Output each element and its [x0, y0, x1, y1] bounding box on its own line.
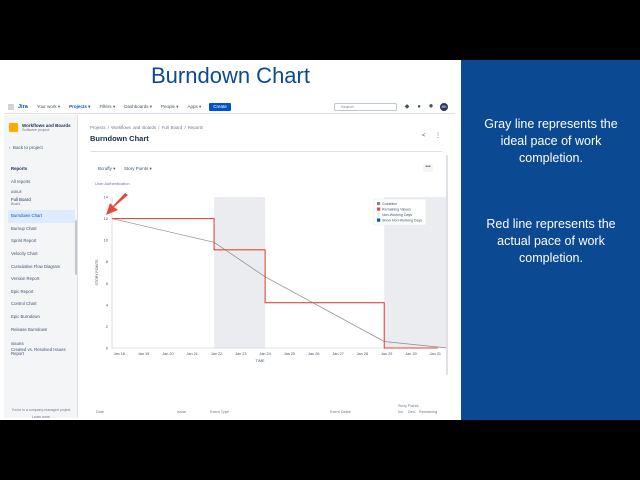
col-story-points: Story Points: [398, 404, 419, 408]
jira-screenshot: [4, 100, 455, 418]
sidebar-item-burnup[interactable]: Burnup Chart: [11, 225, 37, 231]
x-tick-label: Jan 23: [235, 352, 247, 356]
sidebar: [4, 115, 78, 418]
sidebar-item-epic-burndown[interactable]: Epic Burndown: [11, 313, 40, 319]
main-content: [90, 115, 450, 418]
sidebar-item-created-resolved[interactable]: Created vs. Resolved Issues Report: [11, 347, 66, 357]
sidebar-item-cfd[interactable]: Cumulative Flow Diagram: [11, 263, 61, 269]
divider: [90, 151, 442, 152]
col-date: Date: [96, 410, 105, 414]
sidebar-item-version-report[interactable]: Version Report: [11, 276, 40, 282]
sidebar-item-burndown[interactable]: Burndown Chart: [8, 210, 75, 223]
x-tick-label: Jan 25: [283, 352, 296, 356]
y-tick-label: 10: [103, 237, 108, 243]
board-name: Full Board: [11, 197, 31, 203]
estimation-filter-dropdown[interactable]: Story Points ▾: [124, 166, 152, 171]
sprint-filter-dropdown[interactable]: Bcruffy ▾: [98, 166, 116, 171]
x-tick-label: Jan 27: [332, 352, 344, 356]
sidebar-nav: [11, 163, 75, 357]
sidebar-item-epic-report[interactable]: Epic Report: [11, 288, 34, 294]
sidebar-item-velocity[interactable]: Velocity Chart: [11, 250, 38, 256]
y-tick-label: 0: [105, 345, 108, 351]
legend-label: Non-Working Days: [382, 212, 413, 217]
col-event-type: Event Type: [210, 410, 229, 414]
breadcrumb-sep: /: [107, 125, 109, 130]
sidebar-item-release-burndown[interactable]: Release Burndown: [11, 326, 48, 332]
back-to-project-link[interactable]: ‹ Back to project: [9, 145, 43, 150]
slide: [0, 60, 640, 420]
y-axis-label: STORY POINTS: [95, 259, 99, 286]
x-tick-label: Jan 22: [210, 352, 223, 356]
breadcrumb-sep: /: [158, 125, 160, 130]
project-type: Software project: [22, 128, 50, 132]
create-button[interactable]: Create: [209, 103, 231, 111]
breadcrumb-sep: /: [184, 125, 186, 130]
legend-swatch: [377, 202, 380, 205]
x-tick-label: Jan 21: [186, 352, 198, 356]
y-tick-label: 8: [105, 259, 108, 265]
project-icon: [9, 123, 18, 132]
legend-label: Remaining Values: [382, 207, 411, 212]
legend-label: Guideline: [382, 201, 398, 206]
avatar[interactable]: BH: [441, 105, 447, 109]
legend-label: Show Non-Working Days: [382, 218, 423, 223]
learn-more-link[interactable]: Learn more: [32, 415, 50, 419]
sidebar-agile-heading: AGILE: [11, 190, 22, 195]
y-tick-label: 14: [103, 194, 108, 200]
x-tick-label: Jan 26: [308, 352, 320, 356]
app-switcher-icon[interactable]: [8, 104, 14, 110]
x-axis-label: TIME: [255, 359, 265, 363]
nav-dashboards[interactable]: Dashboards ▾: [124, 103, 152, 109]
sidebar-item-control-chart[interactable]: Control Chart: [11, 301, 37, 307]
legend-swatch: [377, 208, 380, 211]
notification-icon[interactable]: ◆: [404, 104, 410, 110]
x-tick-label: Jan 28: [356, 352, 369, 356]
x-tick-label: Jan 31: [429, 352, 441, 356]
help-icon[interactable]: ●: [417, 104, 421, 110]
notes-panel: [461, 60, 640, 420]
sidebar-item-all-reports[interactable]: All reports: [11, 178, 31, 184]
back-label: Back to project: [13, 145, 43, 150]
note-gray-line: Gray line represents the ideal pace of work completion.: [484, 117, 618, 165]
col-event-detail: Event Detail: [330, 410, 351, 414]
x-tick-label: Jan 30: [405, 352, 417, 356]
page-title: Burndown Chart: [90, 134, 149, 143]
breadcrumb-project[interactable]: Workflows and Boards: [111, 125, 157, 130]
footer-text: You're in a company-managed project: [11, 408, 71, 412]
nav-filters[interactable]: Filters ▾: [99, 103, 116, 109]
nav-apps[interactable]: Apps ▾: [187, 103, 202, 109]
share-icon[interactable]: <: [422, 133, 426, 139]
note-red-line: Red line represents the actual pace of work completion.: [486, 217, 616, 265]
chart-more-button[interactable]: •••: [423, 164, 433, 172]
nonworking-band: [214, 197, 265, 348]
sidebar-issues-heading: ISSUES: [11, 342, 24, 347]
y-tick-label: 2: [105, 323, 108, 329]
sidebar-item-sprint-report[interactable]: Sprint Report: [11, 238, 37, 244]
y-tick-label: 6: [105, 280, 108, 286]
breadcrumb-projects[interactable]: Projects: [90, 125, 106, 130]
sidebar-footer: [8, 408, 74, 420]
nav-people[interactable]: People ▾: [160, 103, 179, 109]
legend-swatch: [377, 213, 380, 216]
y-tick-label: 4: [105, 302, 108, 308]
sprint-goal-label: User Authentication: [95, 181, 130, 186]
breadcrumb-reports[interactable]: Reports: [187, 125, 203, 130]
nav-your-work[interactable]: Your work ▾: [36, 103, 61, 109]
settings-icon[interactable]: ✹: [428, 104, 434, 110]
nav-projects[interactable]: Projects ▾: [69, 103, 91, 109]
col-issue: Issue: [177, 410, 187, 414]
burndown-chart: [90, 193, 442, 408]
main-scrollbar[interactable]: [446, 155, 448, 375]
x-tick-label: Jan 29: [380, 352, 393, 356]
board-selector[interactable]: [11, 196, 75, 210]
project-header[interactable]: [9, 123, 71, 132]
sidebar-reports-heading: Reports: [11, 166, 28, 171]
more-actions-icon[interactable]: ⋮: [435, 133, 441, 139]
y-tick-label: 12: [103, 216, 108, 222]
board-sub: Board: [11, 202, 21, 207]
col-remaining: Remaining: [419, 410, 438, 414]
x-tick-label: Jan 18: [113, 352, 125, 356]
x-tick-label: Jan 20: [162, 352, 174, 356]
slide-title: Burndown Chart: [151, 63, 310, 88]
col-inc: Inc.: [398, 410, 405, 414]
legend-swatch: [377, 219, 380, 222]
project-name: Workflows and Boards: [22, 123, 71, 128]
search-input[interactable]: Search: [334, 103, 397, 111]
sidebar-scrollbar[interactable]: [75, 220, 77, 275]
breadcrumb-board[interactable]: Full Board: [161, 125, 183, 130]
jira-logo[interactable]: Jira: [18, 103, 28, 110]
col-dec: Dec.: [408, 410, 416, 414]
breadcrumb: [90, 125, 203, 130]
top-navigation: [4, 100, 455, 114]
x-tick-label: Jan 19: [137, 352, 150, 356]
x-tick-label: Jan 24: [259, 352, 271, 356]
callout-arrow: [104, 193, 130, 217]
